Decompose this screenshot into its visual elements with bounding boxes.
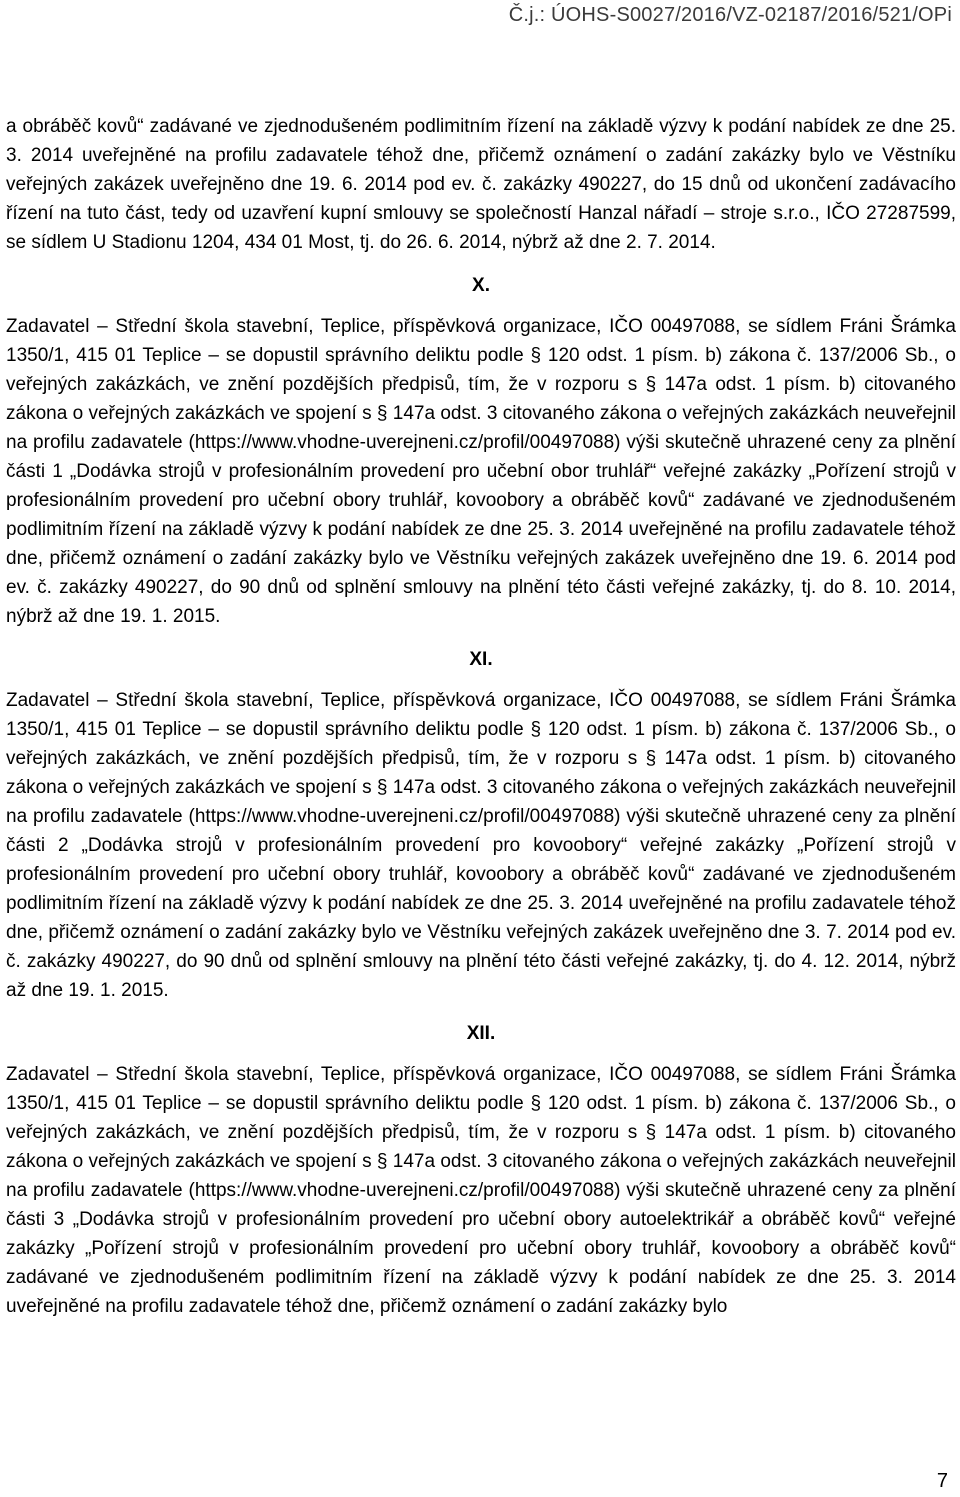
section-heading-x: X. [472, 275, 490, 296]
page-number: 7 [936, 1470, 948, 1492]
case-reference-header: Č.j.: ÚOHS-S0027/2016/VZ-02187/2016/521/OPi [508, 4, 952, 26]
intro-paragraph: a obráběč kovů“ zadávané ve zjednodušeném podlimitním řízení na základě výzvy k podání nabídek ze dne 25. 3. 2014 uveřejněné na profilu zadavatele téhož dne, přičemž oznámení o zadání zakázky bylo ve Věstníku veřejných zakázek uveřejněno dne 19. 6. 2014 pod ev. č. zakázky 490227, do 15 dnů od ukončení zadávacího řízení na tuto část, tedy od uzavření kupní smlouvy se společností Hanzal nářadí – stroje s.r.o., IČO 27287599, se sídlem U Stadionu 1204, 434 01 Most, tj. do 26. 6. 2014, nýbrž až dne 2. 7. 2014. [6, 116, 956, 253]
section-x-paragraph: Zadavatel – Střední škola stavební, Teplice, příspěvková organizace, IČO 00497088, se sídlem Fráni Šrámka 1350/1, 415 01 Teplice – se dopustil správního deliktu podle § 120 odst. 1 písm. b) zákona č. 137/2006 Sb., o veřejných zakázkách, ve znění pozdějších předpisů, tím, že v rozporu s § 147a odst. 1 písm. b) citovaného zákona o veřejných zakázkách ve spojení s § 147a odst. 3 citovaného zákona o veřejných zakázkách neuveřejnil na profilu zadavatele (https://www.vhodne-uverejneni.cz/profil/00497088) výši skutečně uhrazené ceny za plnění části 1 „Dodávka strojů v profesionálním provedení pro učební obor truhlář“ veřejné zakázky „Pořízení strojů v profesionálním provedení pro učební obory truhlář, kovoobory a obráběč kovů“ zadávané ve zjednodušeném podlimitním řízení na základě výzvy k podání nabídek ze dne 25. 3. 2014 uveřejněné na profilu zadavatele téhož dne, přičemž oznámení o zadání zakázky bylo ve Věstníku veřejných zakázek uveřejněno dne 19. 6. 2014 pod ev. č. zakázky 490227, do 90 dnů od splnění smlouvy na plnění této části veřejné zakázky, tj. do 8. 10. 2014, nýbrž až dne 19. 1. 2015. [6, 316, 956, 627]
section-heading-xi: XI. [469, 649, 493, 670]
document-body [6, 112, 956, 1321]
section-xi-paragraph: Zadavatel – Střední škola stavební, Teplice, příspěvková organizace, IČO 00497088, se sídlem Fráni Šrámka 1350/1, 415 01 Teplice – se dopustil správního deliktu podle § 120 odst. 1 písm. b) zákona č. 137/2006 Sb., o veřejných zakázkách, ve znění pozdějších předpisů, tím, že v rozporu s § 147a odst. 1 písm. b) citovaného zákona o veřejných zakázkách ve spojení s § 147a odst. 3 citovaného zákona o veřejných zakázkách neuveřejnil na profilu zadavatele (https://www.vhodne-uverejneni.cz/profil/00497088) výši skutečně uhrazené ceny za plnění části 2 „Dodávka strojů v profesionálním provedení pro kovoobory“ veřejné zakázky „Pořízení strojů v profesionálním provedení pro učební obory truhlář, kovoobory a obráběč kovů“ zadávané ve zjednodušeném podlimitním řízení na základě výzvy k podání nabídek ze dne 25. 3. 2014 uveřejněné na profilu zadavatele téhož dne, přičemž oznámení o zadání zakázky bylo ve Věstníku veřejných zakázek uveřejněno dne 3. 7. 2014 pod ev. č. zakázky 490227, do 90 dnů od splnění smlouvy na plnění této části veřejné zakázky, tj. do 4. 12. 2014, nýbrž až dne 19. 1. 2015. [6, 690, 956, 1001]
section-xii-paragraph: Zadavatel – Střední škola stavební, Teplice, příspěvková organizace, IČO 00497088, se sídlem Fráni Šrámka 1350/1, 415 01 Teplice – se dopustil správního deliktu podle § 120 odst. 1 písm. b) zákona č. 137/2006 Sb., o veřejných zakázkách, ve znění pozdějších předpisů, tím, že v rozporu s § 147a odst. 1 písm. b) citovaného zákona o veřejných zakázkách ve spojení s § 147a odst. 3 citovaného zákona o veřejných zakázkách neuveřejnil na profilu zadavatele (https://www.vhodne-uverejneni.cz/profil/00497088) výši skutečně uhrazené ceny za plnění části 3 „Dodávka strojů v profesionálním provedení pro učební obory autoelektrikář a obráběč kovů“ veřejné zakázky „Pořízení strojů v profesionálním provedení pro učební obory truhlář, kovoobory a obráběč kovů“ zadávané ve zjednodušeném podlimitním řízení na základě výzvy k podání nabídek ze dne 25. 3. 2014 uveřejněné na profilu zadavatele téhož dne, přičemž oznámení o zadání zakázky bylo [6, 1064, 956, 1317]
section-heading-xii: XII. [466, 1023, 496, 1044]
